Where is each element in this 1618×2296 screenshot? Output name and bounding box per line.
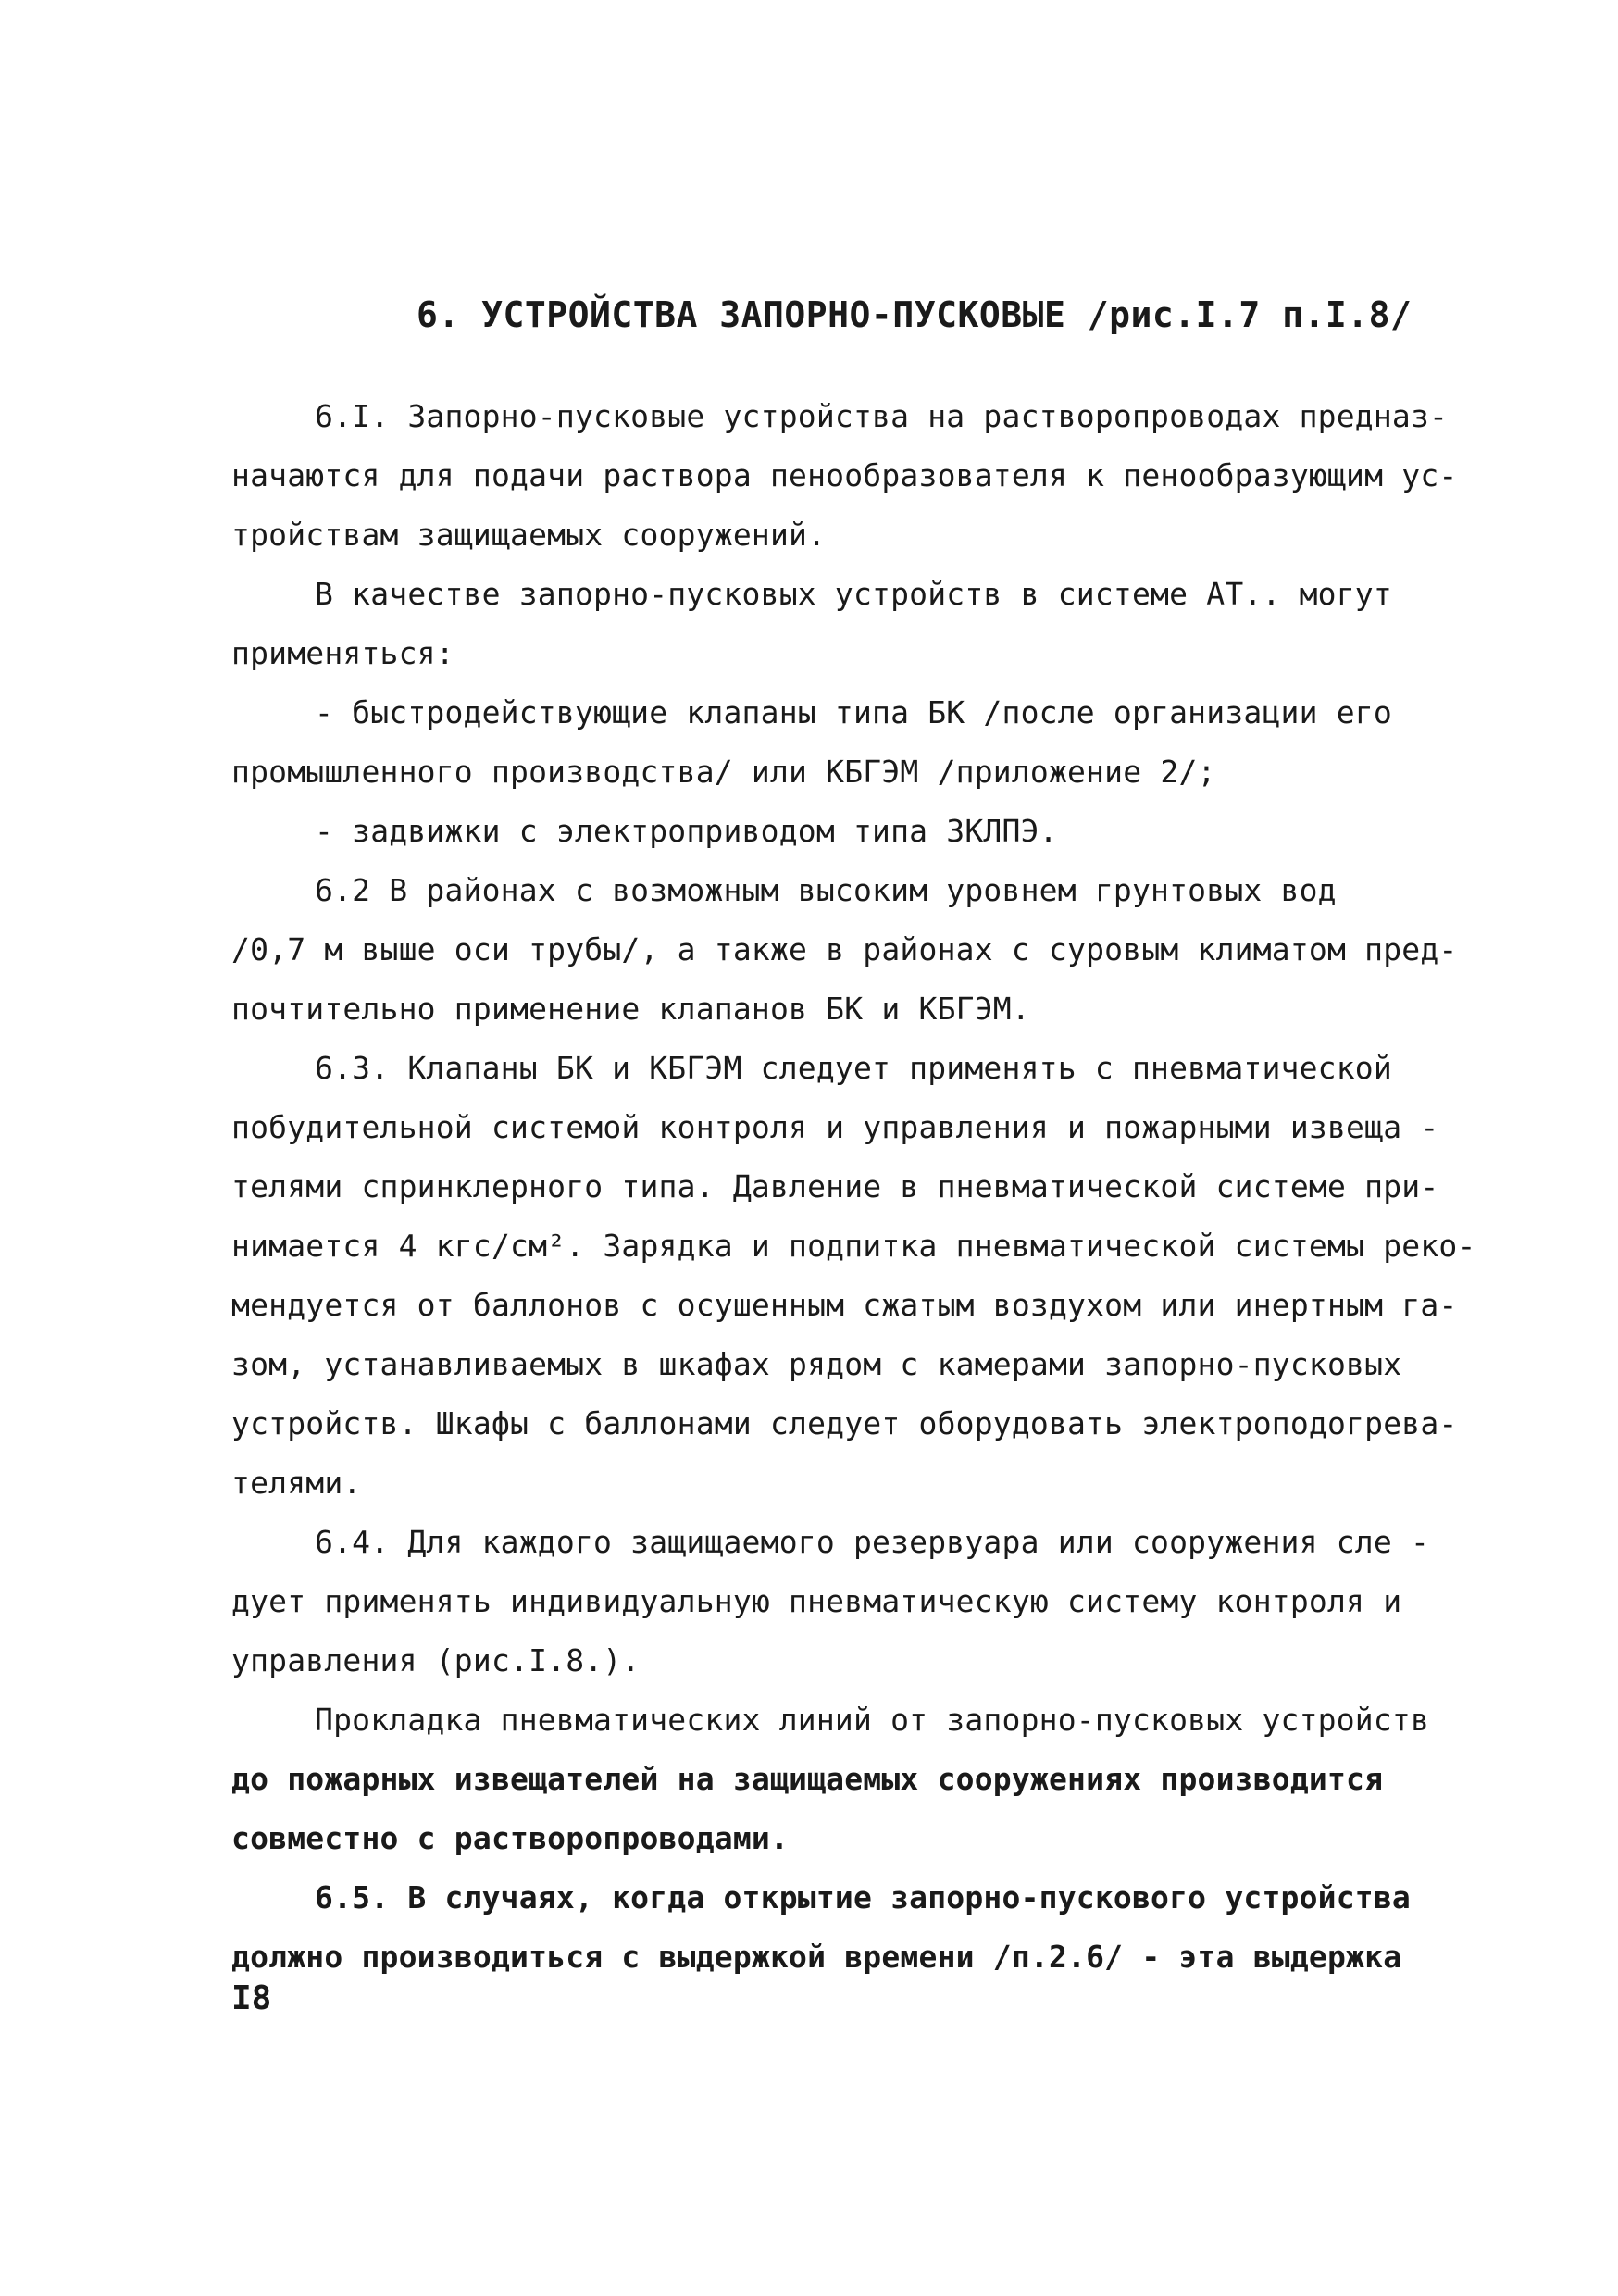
text-line: управления (рис.I.8.). [231, 1642, 641, 1678]
text-line: - задвижки с электроприводом типа ЗКЛПЭ. [315, 813, 1058, 849]
text-line: В качестве запорно-пусковых устройств в системе АТ.. могут [315, 576, 1392, 612]
text-line: начаются для подачи раствора пенообразователя к пенообразующим ус- [231, 457, 1458, 493]
text-line: 6.I. Запорно-пусковые устройства на растворопроводах предназ- [315, 398, 1449, 434]
text-line: Прокладка пневматических линий от запорно-пусковых устройств [315, 1702, 1430, 1738]
text-line: мендуется от баллонов с осушенным сжатым воздухом или инертным га- [231, 1287, 1458, 1323]
text-line: телями. [231, 1465, 362, 1501]
text-line: тройствам защищаемых сооружений. [231, 517, 827, 553]
page-number: I8 [231, 1979, 272, 2017]
text-line: 6.4. Для каждого защищаемого резервуара или сооружения сле - [315, 1524, 1430, 1560]
text-line: применяться: [231, 635, 454, 671]
text-line: - быстродействующие клапаны типа БК /после организации его [315, 694, 1392, 730]
section-title: 6. УСТРОЙСТВА ЗАПОРНО-ПУСКОВЫЕ /рис.I.7 п.I.8/ [417, 294, 1413, 335]
text-line: совместно с растворопроводами. [231, 1820, 790, 1856]
text-line: должно производиться с выдержкой времени /п.2.6/ - эта выдержка [231, 1939, 1402, 1975]
text-line: нимается 4 кгс/см². Зарядка и подпитка пневматической системы реко- [231, 1228, 1476, 1264]
text-line: 6.3. Клапаны БК и КБГЭМ следует применять с пневматической [315, 1050, 1392, 1086]
text-line: почтительно применение клапанов БК и КБГЭМ. [231, 991, 1030, 1027]
text-line: до пожарных извещателей на защищаемых сооружениях производится [231, 1761, 1384, 1797]
text-line: промышленного производства/ или КБГЭМ /приложение 2/; [231, 754, 1216, 790]
text-line: 6.5. В случаях, когда открытие запорно-пускового устройства [315, 1879, 1411, 1915]
text-line: 6.2 В районах с возможным высоким уровнем грунтовых вод [315, 872, 1337, 908]
text-line: зом, устанавливаемых в шкафах рядом с камерами запорно-пусковых [231, 1346, 1402, 1382]
text-line: побудительной системой контроля и управления и пожарными извеща - [231, 1109, 1439, 1145]
text-line: дует применять индивидуальную пневматическую систему контроля и [231, 1583, 1402, 1619]
text-line: телями спринклерного типа. Давление в пневматической системе при- [231, 1168, 1439, 1204]
text-line: /0,7 м выше оси трубы/, а также в районах с суровым климатом пред- [231, 931, 1458, 967]
text-line: устройств. Шкафы с баллонами следует оборудовать электроподогрева- [231, 1405, 1458, 1441]
